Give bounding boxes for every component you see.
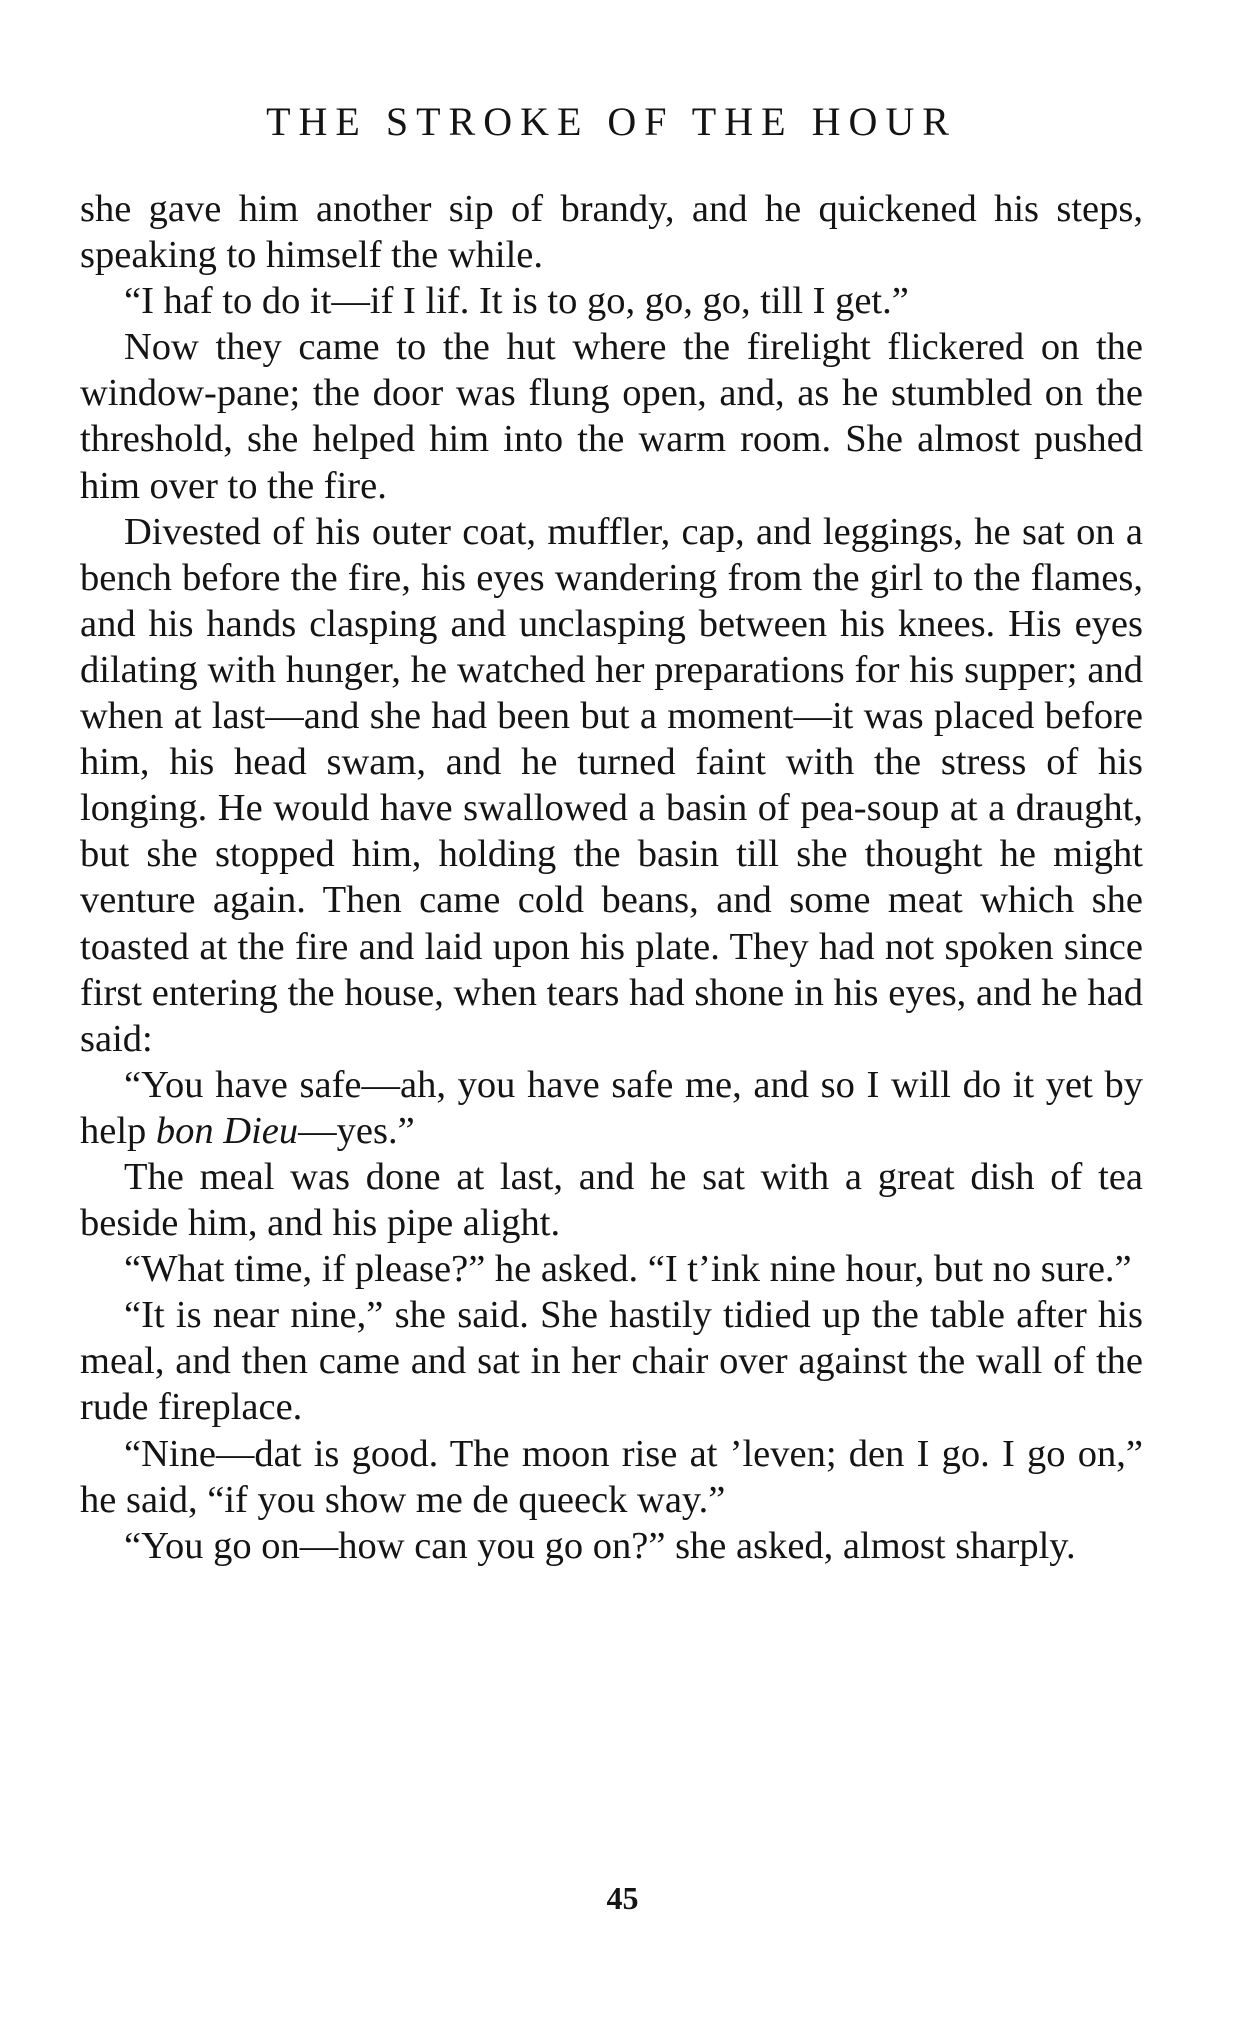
paragraph: “You go on—how can you go on?” she asked, almost sharply. [124, 1524, 1076, 1567]
running-head: THE STROKE OF THE HOUR [266, 99, 957, 144]
paragraph: “I haf to do it—if I lif. It is to go, go, go, till I get.” [124, 280, 909, 323]
paragraph: she gave him another sip of brandy, and he quickened his steps, speaking to himself the while. [80, 188, 1143, 277]
paragraph: “What time, if please?” he asked. “I t’ink nine hour, but no sure.” [124, 1248, 1132, 1291]
paragraph: Now they came to the hut where the firelight flickered on the window-pane; the door was flung open, and, as he stumbled on the threshold, she helped him into the warm room. She almost pushed him over to the fire. [80, 326, 1143, 507]
paragraph: “Nine—dat is good. The moon rise at ’leven; den I go. I go on,” he said, “if you show me de queeck way.” [80, 1432, 1143, 1521]
paragraph [80, 1062, 1143, 1154]
paragraph: The meal was done at last, and he sat with a great dish of tea beside him, and his pipe alight. [80, 1155, 1143, 1245]
paragraph: “It is near nine,” she said. She hastily tidied up the table after his meal, and then came and sat in her chair over against the wall of the rude fireplace. [80, 1294, 1143, 1429]
paragraph-text: “You have safe—ah, you have safe me, and so I will do it yet by help [80, 1063, 1143, 1152]
body-text [80, 186, 1143, 1569]
page-number: 45 [606, 1880, 639, 1916]
paragraph: Divested of his outer coat, muffler, cap, and leggings, he sat on a bench before the fire, his eyes wandering from the girl to the flames, and his hands clasping and unclasping between his knees. His eyes dilating with hunger, he watched her preparations for his supper; and when at last—and she had been but a moment—it was placed before him, his head swam, and he turned faint with the stress of his longing. He would have swallowed a basin of pea-soup at a draught, but she stopped him, holding the basin till she thought he might venture again. Then came cold beans, and some meat which she toasted at the fire and laid upon his plate. They had not spoken since first entering the house, when tears had shone in his eyes, and he had said: [80, 510, 1143, 1060]
paragraph-text: —yes.” [298, 1109, 415, 1152]
italic-phrase: bon Dieu [155, 1109, 299, 1152]
